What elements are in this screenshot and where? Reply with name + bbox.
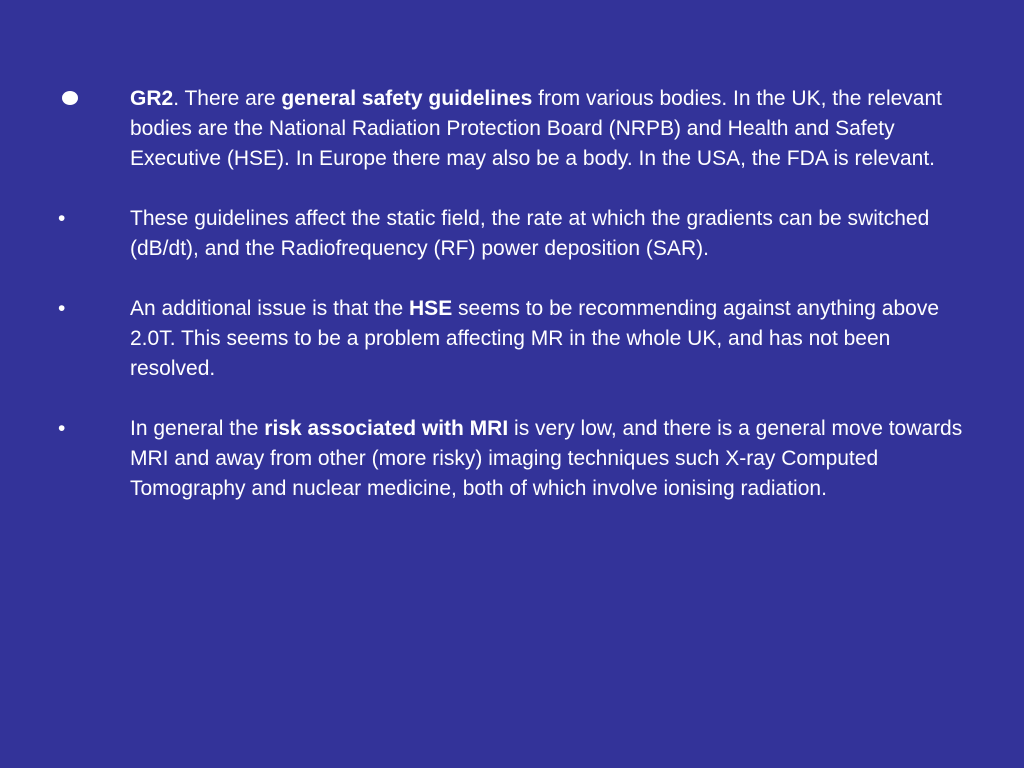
- bullet-text-hse: [130, 294, 978, 384]
- bullet-hse: [58, 294, 978, 384]
- bullet-dot-icon: [62, 91, 78, 105]
- bullet-bold-phrase: general safety guidelines: [281, 87, 533, 110]
- bullet-bold-phrase: risk associated with MRI: [264, 417, 509, 440]
- bullet-guidelines: [58, 204, 978, 264]
- bullet-marker-filled: [58, 84, 130, 114]
- bullet-marker: •: [58, 297, 66, 320]
- bullet-lead-bold: GR2: [130, 87, 174, 110]
- bullet-text-guidelines: These guidelines affect the static field, the rate at which the gradients can be switched (dB/dt), and the Radiofrequency (RF) power deposition (SAR).: [130, 207, 930, 260]
- bullet-text-gr2: [130, 84, 978, 174]
- bullet-text-part: is very low, and there is a general move towards MRI and away from other (more risky) imaging techniques such X-ray Computed Tomography and nuclear medicine, both of which involve ionising radiation.: [130, 417, 963, 500]
- bullet-marker: •: [58, 417, 66, 440]
- bullet-text-part: . There are: [173, 87, 282, 110]
- bullet-text-risk: [130, 414, 978, 504]
- bullet-risk: [58, 414, 978, 504]
- bullet-text-part: from various bodies. In the UK, the relevant bodies are the National Radiation Protection Board (NRPB) and Health and Safety Executive (HSE). In Europe there may also be a body. In the USA, the FDA is relevant.: [130, 87, 943, 170]
- bullet-marker: •: [58, 207, 66, 230]
- bullet-text-part: An additional issue is that the: [130, 297, 410, 320]
- bullet-text-part: In general the: [130, 417, 265, 440]
- bullet-text-part: seems to be recommending against anything above 2.0T. This seems to be a problem affecting MR in the whole UK, and has not been resolved.: [130, 297, 939, 380]
- bullet-list: [58, 84, 978, 534]
- bullet-gr2: [58, 84, 978, 174]
- bullet-bold-phrase: HSE: [409, 297, 453, 320]
